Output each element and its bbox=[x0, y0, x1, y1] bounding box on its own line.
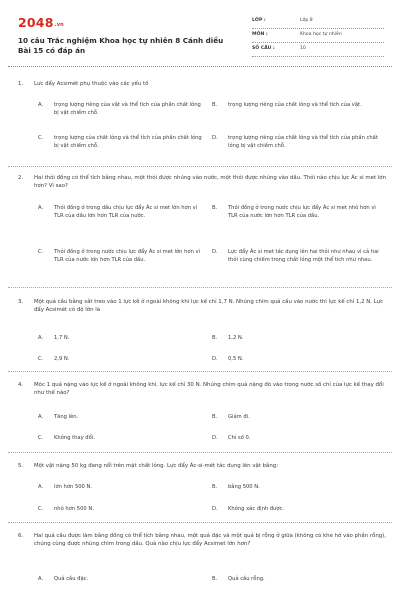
meta-value: 10 bbox=[300, 46, 306, 51]
meta-label: SỐ CÂU : bbox=[252, 46, 275, 51]
meta-label: LỚP : bbox=[252, 18, 266, 23]
option-text: trọng lượng riêng của chất lỏng và thể tích của phần chất lỏng bị vật chiếm chỗ. bbox=[228, 135, 378, 150]
meta-row-subject bbox=[252, 29, 384, 43]
option-letter: C. bbox=[38, 435, 44, 441]
question-3 bbox=[18, 298, 388, 314]
option-letter: D. bbox=[212, 249, 218, 255]
option-letter: A. bbox=[38, 576, 44, 582]
option-letter: B. bbox=[212, 484, 218, 490]
question-text: 1. Lực đẩy Acsimét phụ thuộc vào các yếu tố bbox=[18, 81, 149, 87]
option-text: Thỏi đồng ở trong nước chịu lực đẩy Ác si met lớn hơn vì TLR của nước lớn hơn TLR của dầu. bbox=[54, 249, 201, 264]
option-letter: C. bbox=[38, 249, 44, 255]
option-text: 1,2 N. bbox=[228, 335, 244, 341]
question-number: 4. bbox=[18, 382, 24, 388]
option-letter: B. bbox=[212, 576, 218, 582]
option-text: Chỉ số 0. bbox=[228, 435, 251, 441]
question-5 bbox=[18, 462, 388, 470]
option-text: Tăng lên. bbox=[54, 414, 79, 420]
option-text: trọng lượng của chất lỏng và thể tích của phần chất lỏng bị vật chiếm chỗ. bbox=[54, 135, 202, 150]
page-header bbox=[18, 10, 384, 60]
option-letter: B. bbox=[212, 414, 218, 420]
option-letter: B. bbox=[212, 205, 218, 211]
site-logo[interactable] bbox=[18, 15, 64, 30]
meta-row-class bbox=[252, 15, 384, 29]
option-text: 1,7 N. bbox=[54, 335, 70, 341]
option-letter: A. bbox=[38, 484, 44, 490]
question-4 bbox=[18, 381, 388, 397]
meta-row-count bbox=[252, 43, 384, 57]
question-number: 3. bbox=[18, 299, 24, 305]
question-number: 2. bbox=[18, 175, 24, 181]
option-text: Giảm đi. bbox=[228, 414, 250, 420]
option-letter: A. bbox=[38, 205, 44, 211]
meta-value: Khoa học tự nhiên bbox=[300, 32, 342, 37]
option-letter: C. bbox=[38, 135, 44, 141]
option-text: lớn hơn 500 N. bbox=[54, 484, 93, 490]
option-text: nhỏ hơn 500 N. bbox=[54, 506, 94, 512]
option-text: Thỏi đồng ở trong dầu chịu lực đẩy Ác si met lớn hơn vì TLR của dầu lớn hơn TLR của nước. bbox=[54, 205, 198, 220]
option-text: trọng lượng riêng của chất lỏng và thể tích của vật. bbox=[228, 102, 362, 108]
question-divider bbox=[8, 452, 392, 453]
option-letter: C. bbox=[38, 356, 44, 362]
header-divider bbox=[8, 66, 392, 67]
option-letter: A. bbox=[38, 335, 44, 341]
option-text: Không xác định được. bbox=[228, 506, 285, 512]
option-text: Quả cầu rỗng. bbox=[228, 576, 265, 582]
question-2 bbox=[18, 174, 388, 190]
option-letter: D. bbox=[212, 435, 218, 441]
option-text: trọng lượng riêng của vật và thể tích của phần chất lỏng bị vật chiếm chỗ. bbox=[54, 102, 201, 117]
option-letter: B. bbox=[212, 102, 218, 108]
option-letter: A. bbox=[38, 102, 44, 108]
question-1 bbox=[18, 80, 388, 88]
question-6 bbox=[18, 532, 388, 548]
question-text: 3. Một quả cầu bằng sắt treo vào 1 lực kế ở ngoài không khí lực kế chỉ 1,7 N. Nhúng chìm quả cầu vào nước thì lực kế chỉ 1,2 N. Lực đẩy Acsimét có độ lớn là bbox=[18, 299, 384, 314]
logo-text: 2048 bbox=[18, 15, 54, 30]
question-text: 6. Hai quả cầu được làm bằng đồng có thể tích bằng nhau, một quả đặc và một quả bị rỗng ở giữa (không có khe hở vào phần rỗng), chúng cùng được nhúng chìm trong dầu. Quả nào chịu lực đẩy Acsimet lớn hơn? bbox=[18, 533, 386, 548]
logo-suffix: .vn bbox=[54, 22, 64, 28]
option-letter: C. bbox=[38, 506, 44, 512]
question-divider bbox=[8, 522, 392, 523]
question-divider bbox=[8, 287, 392, 288]
option-text: 0,5 N. bbox=[228, 356, 244, 362]
question-text: 2. Hai thỏi đồng có thể tích bằng nhau, một thỏi được nhúng vào nước, một thỏi được nhúng vào dầu. Thỏi nào chịu lực Ác si met lớn hơn? Vì sao? bbox=[18, 175, 386, 190]
option-text: Quả cầu đặc. bbox=[54, 576, 89, 582]
meta-value: Lớp 8 bbox=[300, 18, 313, 23]
option-letter: D. bbox=[212, 356, 218, 362]
meta-label: MÔN : bbox=[252, 32, 268, 37]
option-letter: B. bbox=[212, 335, 218, 341]
option-text: bằng 500 N. bbox=[228, 484, 260, 490]
option-letter: A. bbox=[38, 414, 44, 420]
option-text: Thỏi đồng ở trong nước chịu lực đẩy Ác si met nhỏ hơn vì TLR của nước lớn hơn TLR của dầu. bbox=[228, 205, 376, 220]
option-text: 2,9 N. bbox=[54, 356, 70, 362]
question-divider bbox=[8, 371, 392, 372]
question-text: 5. Một vật nặng 50 kg đang nổi trên mặt chất lỏng. Lực đẩy Ác-si-mét tác dụng lên vật bằng: bbox=[18, 463, 279, 469]
option-text: Không thay đổi. bbox=[54, 435, 95, 441]
question-text: 4. Móc 1 quả nặng vào lực kế ở ngoài không khí, lực kế chỉ 30 N. Nhúng chìm quả nặng đó vào trong nước số chỉ của lực kế thay đổi như thế nào? bbox=[18, 382, 384, 397]
page-title: 10 câu Trắc nghiệm Khoa học tự nhiên 8 Cánh diều Bài 15 có đáp án bbox=[18, 36, 224, 55]
option-letter: D. bbox=[212, 135, 218, 141]
option-text: Lực đẩy Ác si met tác dụng lên hai thỏi như nhau vì cả hai thỏi cùng chiếm trong chất lỏng một thể tích như nhau. bbox=[228, 249, 379, 264]
question-divider bbox=[8, 166, 392, 167]
question-number: 6. bbox=[18, 533, 24, 539]
question-number: 1. bbox=[18, 81, 24, 87]
option-letter: D. bbox=[212, 506, 218, 512]
meta-info bbox=[252, 15, 384, 57]
question-number: 5. bbox=[18, 463, 24, 469]
